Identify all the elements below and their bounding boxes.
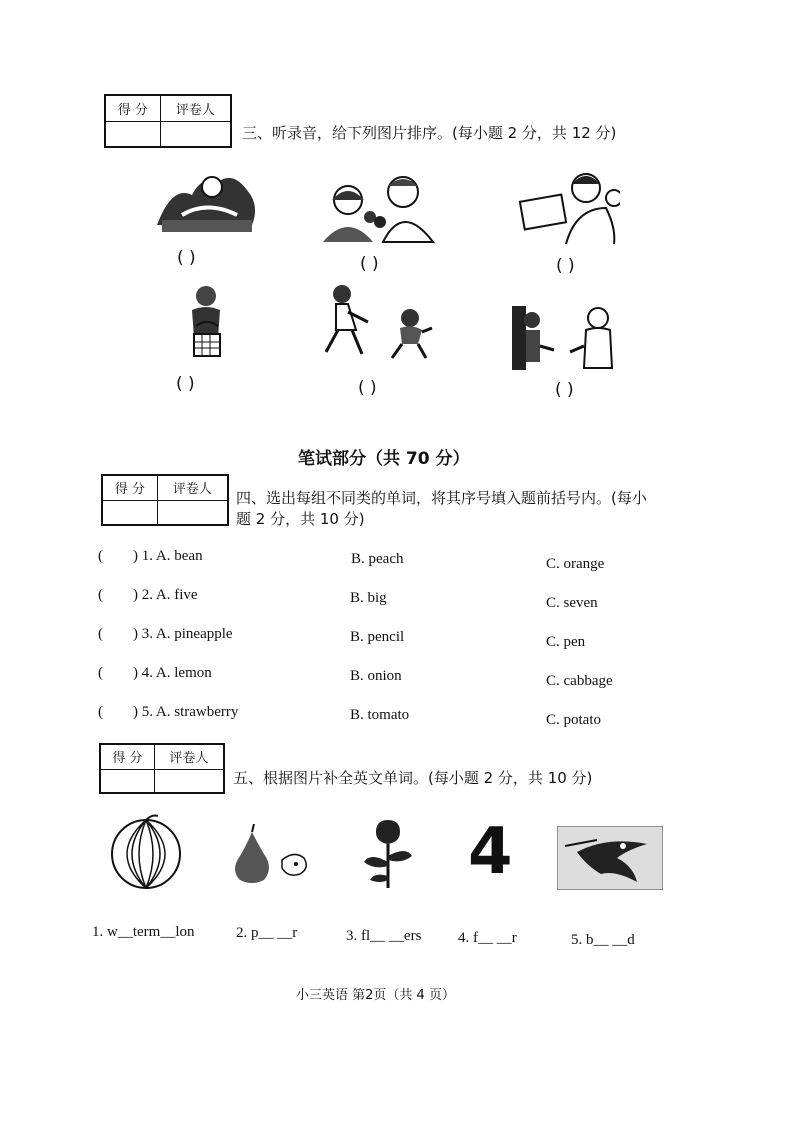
item-5-option-b: B. tomato	[350, 707, 410, 723]
paren-5[interactable]: ( )	[358, 378, 377, 398]
page-footer: 小三英语 第2页（共 4 页）	[296, 988, 455, 1003]
picture-6-icon	[510, 302, 622, 376]
word-4-four[interactable]: 4. f__ __r	[458, 930, 517, 946]
item-4-option-c: C. cabbage	[546, 673, 613, 689]
word-1-watermelon[interactable]: 1. w__term__lon	[92, 924, 195, 940]
item-2-option-b: B. big	[350, 590, 387, 606]
score-label: 得 分	[102, 475, 157, 500]
paren-3[interactable]: ( )	[556, 256, 575, 276]
grader-cell[interactable]	[160, 121, 231, 147]
item-5-option-a: ) 5. A. strawberry	[133, 704, 239, 720]
item-2-answer-paren[interactable]: (	[98, 587, 103, 603]
written-section-heading: 笔试部分（共 70 分）	[298, 449, 470, 469]
section4-title-line1: 四、选出每组不同类的单词，将其序号填入题前括号内。(每小	[236, 489, 647, 507]
score-cell[interactable]	[100, 769, 154, 793]
item-4-option-b: B. onion	[350, 668, 402, 684]
item-1-option-c: C. orange	[546, 556, 605, 572]
watermelon-icon	[108, 814, 184, 890]
paren-1[interactable]: ( )	[177, 248, 196, 268]
item-5-answer-paren[interactable]: (	[98, 704, 103, 720]
flower-icon	[360, 816, 416, 890]
word-3-flowers[interactable]: 3. fl__ __ers	[346, 928, 422, 944]
picture-3-icon	[516, 168, 620, 246]
item-3-option-a: ) 3. A. pineapple	[133, 626, 233, 642]
item-2-option-c: C. seven	[546, 595, 598, 611]
picture-2-icon	[318, 172, 438, 244]
score-cell[interactable]	[105, 121, 160, 147]
grader-label: 评卷人	[157, 475, 228, 500]
item-3-option-c: C. pen	[546, 634, 586, 650]
section3-title: 三、听录音，给下列图片排序。(每小题 2 分，共 12 分)	[242, 124, 617, 142]
paren-2[interactable]: ( )	[360, 254, 379, 274]
picture-5-icon	[322, 282, 434, 362]
item-3-option-b: B. pencil	[350, 629, 405, 645]
section4-title-line2: 题 2 分，共 10 分)	[236, 510, 365, 528]
item-1-option-b: B. peach	[351, 551, 404, 567]
paren-6[interactable]: ( )	[555, 380, 574, 400]
grader-cell[interactable]	[154, 769, 224, 793]
item-2-option-a: ) 2. A. five	[133, 587, 198, 603]
item-4-option-a: ) 4. A. lemon	[133, 665, 212, 681]
score-cell[interactable]	[102, 500, 157, 525]
bird-icon	[557, 826, 663, 890]
score-box-section5	[99, 743, 225, 794]
picture-1-icon	[152, 165, 262, 240]
picture-4-icon	[180, 282, 230, 364]
item-1-answer-paren[interactable]: (	[98, 548, 103, 564]
grader-cell[interactable]	[157, 500, 228, 525]
pear-icon	[230, 824, 312, 886]
item-3-answer-paren[interactable]: (	[98, 626, 103, 642]
score-label: 得 分	[100, 744, 154, 769]
paren-4[interactable]: ( )	[176, 374, 195, 394]
grader-label: 评卷人	[154, 744, 224, 769]
score-box-section3	[104, 94, 232, 148]
item-1-option-a: ) 1. A. bean	[133, 548, 203, 564]
score-label: 得 分	[105, 95, 160, 121]
score-box-section4	[101, 474, 229, 526]
item-4-answer-paren[interactable]: (	[98, 665, 103, 681]
grader-label: 评卷人	[160, 95, 231, 121]
word-5-bird[interactable]: 5. b__ __d	[571, 932, 635, 948]
item-5-option-c: C. potato	[546, 712, 601, 728]
section5-title: 五、根据图片补全英文单词。(每小题 2 分，共 10 分)	[233, 769, 593, 787]
number-four-picture: 4	[468, 815, 513, 889]
word-2-pear[interactable]: 2. p__ __r	[236, 925, 298, 941]
